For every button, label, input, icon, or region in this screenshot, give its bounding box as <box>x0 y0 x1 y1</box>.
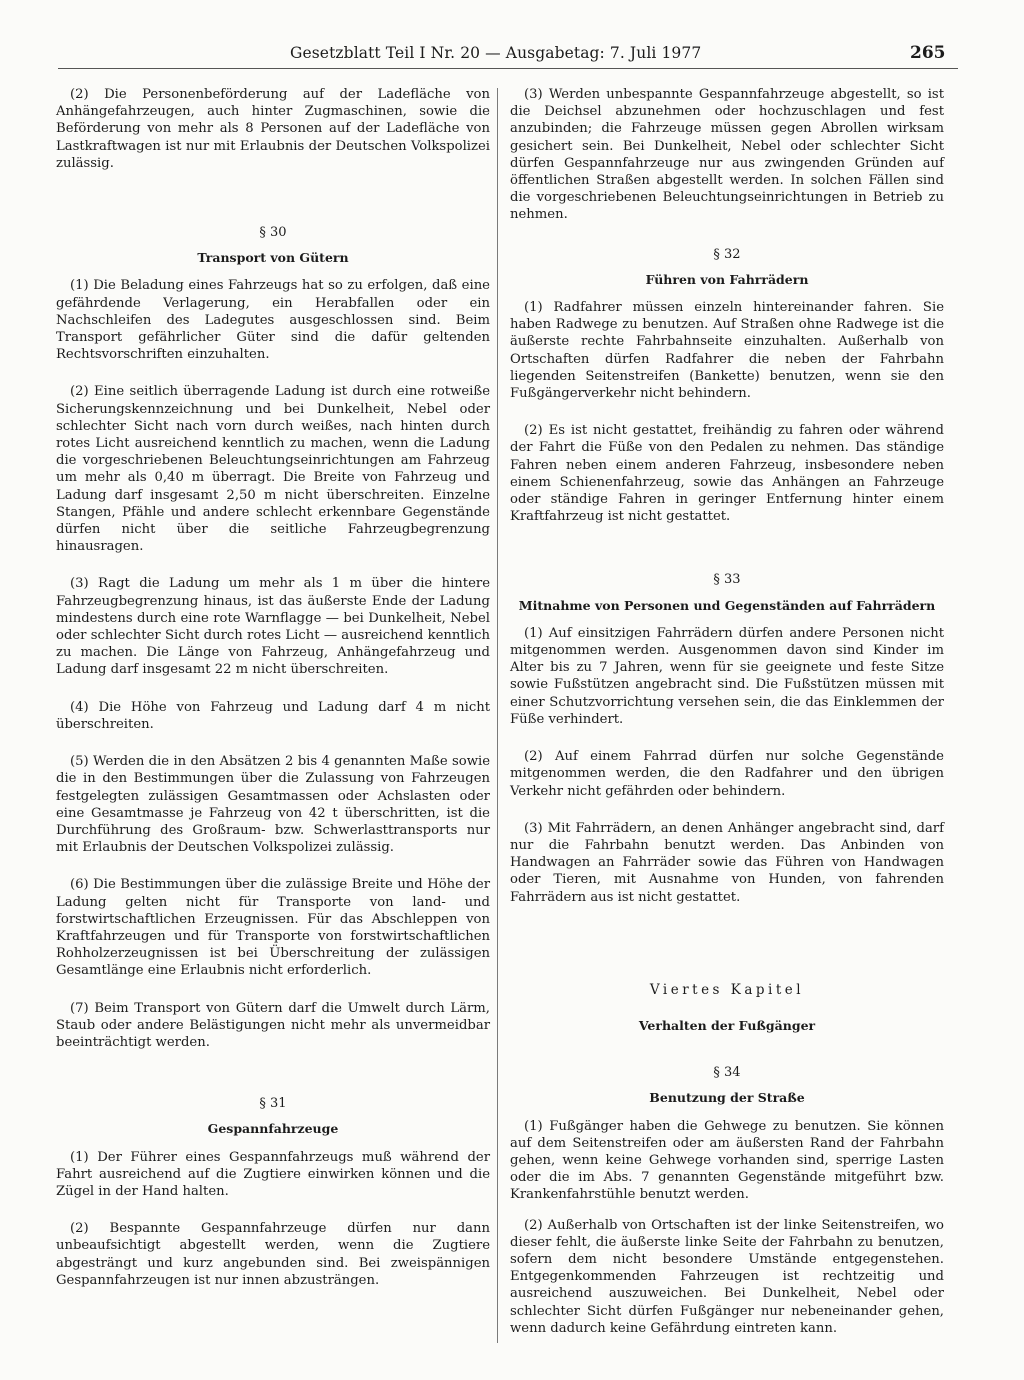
section-31-number: § 31 <box>259 1096 287 1112</box>
paragraph-32-1: (1) Radfahrer müssen einzeln hintereinander fahren. Sie haben Radwege zu benutzen. Auf Straßen ohne Radwege ist die äußerste rechte Fahrbahnseite einzuhalten. Außerhalb von Ortschaften dürfen Radfahrer die neben der Fahrbahn liegenden Seitenstreifen (Bankette) benutzen, wenn sie den Fußgängerverkehr nicht behindern. <box>510 300 944 402</box>
section-34-number: § 34 <box>713 1065 741 1081</box>
paragraph-33-1: (1) Auf einsitzigen Fahrrädern dürfen andere Personen nicht mitgenommen werden. Ausgenommen davon sind Kinder im Alter bis zu 7 Jahren, wenn für sie geeignete und feste Sitze sowie Fußstützen angebracht sind. Die Fußstützen müssen mit einer Schutzvorrichtung versehen sein, die das Einklemmen der Füße verhindert. <box>510 625 944 727</box>
paragraph-29-2: (2) Die Personenbeförderung auf der Ladefläche von Anhängefahrzeugen, auch hinter Zugmaschinen, sowie die Beförderung von mehr als 8 Personen auf der Ladefläche von Lastkraftwagen ist nur mit Erlaubnis der Deutschen Volkspolizei zulässig. <box>56 87 490 171</box>
paragraph-33-3: (3) Mit Fahrrädern, an denen Anhänger angebracht sind, darf nur die Fahrbahn benutzt werden. Das Anbinden von Handwagen an Fahrräder sowie das Führen von Handwagen oder Tieren, mit Ausnahme von Hunden, von fahrenden Fahrrädern aus ist nicht gestattet. <box>510 820 944 905</box>
section-33-title: Mitnahme von Personen und Gegenständen auf Fahrrädern <box>518 597 936 613</box>
paragraph-34-2: (2) Außerhalb von Ortschaften ist der linke Seitenstreifen, wo dieser fehlt, die äußerste linke Seite der Fahrbahn zu benutzen, sofern dem nicht besondere Umstände entgegenstehen. Entgegenkommenden Fahrzeugen ist rechtzeitig und ausreichend auszuweichen. Bei Dunkelheit, Nebel oder schlechter Sicht dürfen Fußgänger nur nebeneinander gehen, wenn dadurch keine Gefährdung eintreten kann. <box>510 1217 944 1336</box>
paragraph-34-1: (1) Fußgänger haben die Gehwege zu benutzen. Sie können auf dem Seitenstreifen oder am äußersten Rand der Fahrbahn gehen, wenn keine Gehwege vorhanden sind, sperrige Lasten oder die im Abs. 7 genannten Gegenstände mitgeführt bzw. Krankenfahrstühle benutzt werden. <box>510 1118 944 1203</box>
chapter-label: Viertes Kapitel <box>649 981 805 998</box>
paragraph-31-3: (3) Werden unbespannte Gespannfahrzeuge abgestellt, so ist die Deichsel abzunehmen oder hochzuschlagen und fest anzubinden; die Fahrzeuge müssen gegen Abrollen wirksam gesichert sein. Bei Dunkelheit, Nebel oder schlechter Sicht dürfen Gespannfahrzeuge nur aus zwingenden Gründen auf öffentlichen Straßen abgestellt werden. In solchen Fällen sind die vorgeschriebenen Beleuchtungseinrichtungen in Betrieb zu nehmen. <box>510 87 944 223</box>
paragraph-30-6: (6) Die Bestimmungen über die zulässige Breite und Höhe der Ladung gelten nicht für Transporte von land- und forstwirtschaftlichen Erzeugnissen. Für das Abschleppen von Kraftfahrzeugen und für Transporte von forstwirtschaftlichen Rohholzerzeugnissen ist bei Überschreitung der zulässigen Gesamtlänge eine Erlaubnis nicht erforderlich. <box>56 877 490 979</box>
paragraph-30-2: (2) Eine seitlich überragende Ladung ist durch eine rotweiße Sicherungskennzeichnung und bei Dunkelheit, Nebel oder schlechter Sicht nach vorn durch weißes, nach hinten durch rotes Licht ausreichend kenntlich zu machen, wenn die Ladung die vorgeschriebenen Beleuchtungseinrichtungen am Fahrzeug um mehr als 0,40 m überragt. Die Breite von Fahrzeug und Ladung darf insgesamt 2,50 m nicht überschreiten. Einzelne Stangen, Pfähle und andere schlecht erkennbare Gegenstände dürfen nicht über die seitliche Fahrzeugbegrenzung hinausragen. <box>56 384 490 555</box>
section-34-title: Benutzung der Straße <box>649 1090 805 1106</box>
section-30-title: Transport von Gütern <box>197 250 349 266</box>
section-33-number: § 33 <box>713 572 741 588</box>
section-31-title: Gespannfahrzeuge <box>207 1121 339 1137</box>
page-number: 265 <box>910 43 946 63</box>
running-title: Gesetzblatt Teil I Nr. 20 — Ausgabetag: 7. Juli 1977 <box>290 44 702 62</box>
section-32-number: § 32 <box>713 246 741 262</box>
paragraph-30-3: (3) Ragt die Ladung um mehr als 1 m über die hintere Fahrzeugbegrenzung hinaus, ist das äußerste Ende der Ladung mindestens durch eine rote Warnflagge — bei Dunkelheit, Nebel oder schlechter Sicht durch rotes Licht — ausreichend kenntlich zu machen. Die Länge von Fahrzeug, Anhängefahrzeug und Ladung darf insgesamt 22 m nicht überschreiten. <box>56 576 490 678</box>
section-32-title: Führen von Fahrrädern <box>645 271 809 287</box>
paragraph-30-5: (5) Werden die in den Absätzen 2 bis 4 genannten Maße sowie die in den Bestimmungen über die Zulassung von Fahrzeugen festgelegten zulässigen Gesamtmassen oder Achslasten oder eine Gesamtmasse je Fahrzeug von 42 t überschritten, ist die Durchführung des Großraum- bzw. Schwerlasttransports nur mit Erlaubnis der Deutschen Volkspolizei zulässig. <box>56 754 490 856</box>
paragraph-33-2: (2) Auf einem Fahrrad dürfen nur solche Gegenstände mitgenommen werden, die den Radfahrer und den übrigen Verkehr nicht gefährden oder behindern. <box>510 749 944 799</box>
column-divider <box>497 88 498 1343</box>
right-column <box>510 86 944 1337</box>
header-rule <box>58 68 958 69</box>
paragraph-30-1: (1) Die Beladung eines Fahrzeugs hat so zu erfolgen, daß eine gefährdende Verlagerung, ein Herabfallen oder ein Nachschleifen des Ladegutes ausgeschlossen sind. Beim Transport gefährlicher Güter sind die dafür geltenden Rechtsvorschriften einzuhalten. <box>56 278 490 363</box>
chapter-title: Verhalten der Fußgänger <box>638 1017 816 1033</box>
left-column <box>56 86 490 1289</box>
page-header <box>0 44 1024 74</box>
paragraph-30-7: (7) Beim Transport von Gütern darf die Umwelt durch Lärm, Staub oder andere Belästigungen nicht mehr als unvermeidbar beeinträchtigt werden. <box>56 1000 490 1050</box>
paragraph-30-4: (4) Die Höhe von Fahrzeug und Ladung darf 4 m nicht überschreiten. <box>56 699 490 732</box>
paragraph-32-2: (2) Es ist nicht gestattet, freihändig zu fahren oder während der Fahrt die Füße von den Pedalen zu nehmen. Das ständige Fahren neben einem anderen Fahrzeug, insbesondere neben einem Schienenfahrzeug, sowie das Anhängen an Fahrzeuge oder ständige Fahren in geringer Entfernung hinter einem Kraftfahrzeug ist nicht gestattet. <box>510 423 944 525</box>
paragraph-31-1: (1) Der Führer eines Gespannfahrzeugs muß während der Fahrt ausreichend auf die Zugtiere einwirken können und die Zügel in der Hand halten. <box>56 1149 490 1199</box>
section-30-number: § 30 <box>259 225 287 241</box>
paragraph-31-2: (2) Bespannte Gespannfahrzeuge dürfen nur dann unbeaufsichtigt abgestellt werden, wenn die Zugtiere abgesträngt und kurz angebunden sind. Bei zweispännigen Gespannfahrzeugen ist nur innen abzusträngen. <box>56 1221 490 1288</box>
